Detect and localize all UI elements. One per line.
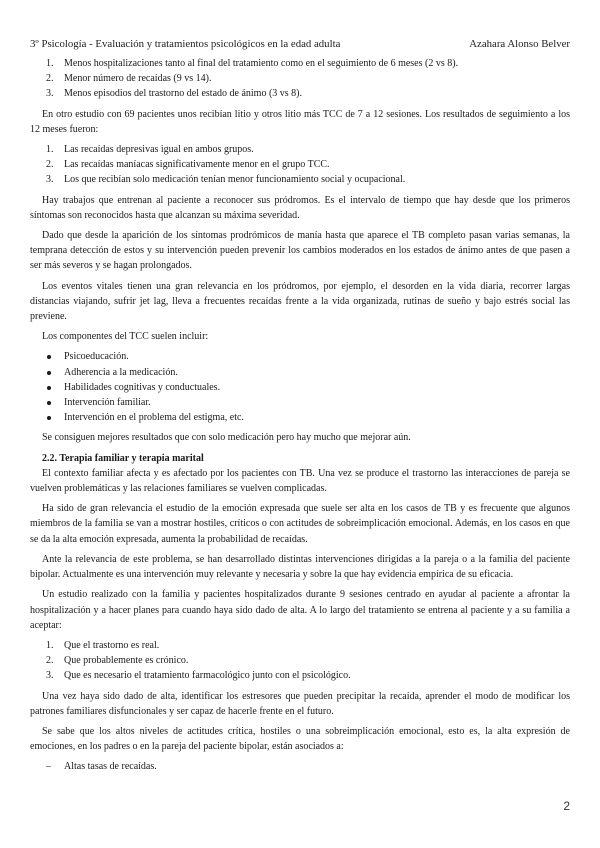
paragraph: El contexto familiar afecta y es afectado por los pacientes con TB. Una vez se produce el trastorno las interacciones de pareja se vuelven problemáticas y las relaciones familiares se vuelven complicadas. [30, 467, 570, 495]
list-text: Las recaídas depresivas igual en ambos grupos. [64, 144, 254, 156]
list-item [30, 653, 570, 668]
acceptance-list [30, 638, 570, 684]
section-heading: 2.2. Terapia familiar y terapia marital [42, 452, 204, 464]
page-number: 2 [563, 799, 570, 813]
page-header [30, 38, 570, 50]
list-item [30, 759, 570, 774]
header-author: Azahara Alonso Belver [469, 38, 570, 50]
paragraph: Se sabe que los altos niveles de actitudes crítica, hostiles o una sobreimplicación emocional, esto es, la alta expresión de emociones, en los padres o en la pareja del paciente bipolar, están asociados a: [30, 725, 570, 753]
list-number: 1. [46, 144, 54, 156]
list-text: Adherencia a la medicación. [64, 366, 178, 378]
results-list-2 [30, 142, 570, 188]
list-item [30, 142, 570, 157]
list-text: Que el trastorno es real. [64, 639, 160, 651]
list-item [30, 380, 570, 395]
paragraph: Una vez haya sido dado de alta, identificar los estresores que pueden precipitar la recaída, aprender el modo de modificar los patrones familiares disfuncionales y ser capaz de hacerle frente en el futuro. [30, 690, 570, 717]
list-item [30, 349, 570, 364]
list-text: Los que recibían solo medicación tenían menor funcionamiento social y ocupacional. [64, 174, 406, 186]
paragraph: Se consiguen mejores resultados que con solo medicación pero hay mucho que mejorar aún. [42, 432, 411, 444]
paragraph: Hay trabajos que entrenan al paciente a reconocer sus pródromos. Es el intervalo de tiempo que hay desde que los primeros síntomas son reconocidos hasta que alcanzan su máxima severidad. [30, 194, 570, 221]
bullet-dot-icon [47, 416, 51, 420]
list-number: 1. [46, 58, 54, 69]
paragraph: Ha sido de gran relevancia el estudio de la emoción expresada que suele ser alta en los casos de TB y es frecuente que algunos miembros de la familia se van a mostrar hostiles, críticos o con actitudes de sobreimplicación emocional. Además, en los casos en que se da la alta emoción expresada, aumenta la probabilidad de recaídas. [30, 503, 570, 545]
list-text: Psicoeducación. [64, 351, 129, 363]
paragraph: Los componentes del TCC suelen incluir: [42, 331, 209, 343]
paragraph: En otro estudio con 69 pacientes unos recibían litio y otros litio más TCC de 7 a 12 sesiones. Los resultados de seguimiento a los 12 meses fueron: [30, 108, 570, 135]
list-text: Menos hospitalizaciones tanto al final del tratamiento como en el seguimiento de 6 meses (2 vs 8). [64, 58, 459, 69]
header-course-title: 3º Psicología - Evaluación y tratamientos psicológicos en la edad adulta [30, 38, 341, 50]
list-item [30, 638, 570, 653]
list-text: Intervención en el problema del estigma, etc. [64, 412, 244, 424]
list-item [30, 410, 570, 425]
bullet-marker [30, 395, 64, 410]
bullet-dot-icon [47, 355, 51, 359]
list-item [30, 56, 570, 71]
list-item [30, 365, 570, 380]
list-number: 2. [46, 159, 54, 171]
list-item [30, 157, 570, 172]
bullet-marker [30, 410, 64, 425]
list-text: Menor número de recaídas (9 vs 14). [64, 73, 212, 85]
bullet-dot-icon [47, 386, 51, 390]
paragraph: Ante la relevancia de este problema, se han desarrollado distintas intervenciones dirigidas a la pareja o a la familia del paciente bipolar. Actualmente es una intervención muy relevante y necesaria y sobre la que hay evidencia empírica de su eficacia. [30, 553, 570, 581]
list-number: 2. [46, 73, 54, 85]
list-number: 3. [46, 174, 54, 186]
paragraph: Los eventos vitales tienen una gran relevancia en los pródromos, por ejemplo, el desorden en la vida diaria, recorrer largas distancias viajando, sufrir jet lag, lleva a frecuentes recaídas frente a la vida organizada, rutinas de sueño y bajo estrés social las previene. [30, 280, 570, 323]
list-item [30, 668, 570, 683]
list-text: Que probablemente es crónico. [64, 655, 189, 667]
list-text: Menos episodios del trastorno del estado de ánimo (3 vs 8). [64, 88, 303, 100]
bullet-marker [30, 365, 64, 380]
bullet-dot-icon [47, 371, 51, 375]
list-text: Altas tasas de recaídas. [64, 761, 157, 773]
list-item [30, 395, 570, 410]
tcc-components-list [30, 349, 570, 425]
list-text: Las recaídas maníacas significativamente menor en el grupo TCC. [64, 159, 330, 171]
list-item [30, 86, 570, 101]
list-number: 3. [46, 88, 54, 100]
list-number: 2. [46, 655, 54, 667]
list-text: Intervención familiar. [64, 397, 151, 409]
list-text: Que es necesario el tratamiento farmacológico junto con el psicológico. [64, 670, 351, 682]
list-number: 1. [46, 639, 54, 651]
bullet-dot-icon [47, 401, 51, 405]
bullet-marker [30, 380, 64, 395]
list-number: 3. [46, 670, 54, 682]
dash-list [30, 759, 570, 774]
list-item [30, 71, 570, 86]
list-text: Habilidades cognitivas y conductuales. [64, 381, 221, 393]
bullet-marker [30, 349, 64, 364]
paragraph: Un estudio realizado con la familia y pacientes hospitalizados durante 9 sesiones centrado en ayudar al paciente a afrontar la hospitalización y a hacer planes para cuando haya sido dado de alta. A lo largo del tratamiento se entrena al paciente y a su familia a aceptar: [30, 589, 570, 631]
results-list-1 [30, 56, 570, 102]
list-item [30, 172, 570, 187]
paragraph: Dado que desde la aparición de los síntomas prodrómicos de manía hasta que aparece el TB completo pasan varias semanas, la temprana detección de estos y su intervención pueden prevenir los cambios moderados en los estados de ánimo antes de que pasen a ser más severos y se hagan prolongados. [30, 230, 570, 272]
dash-marker: – [46, 761, 51, 773]
